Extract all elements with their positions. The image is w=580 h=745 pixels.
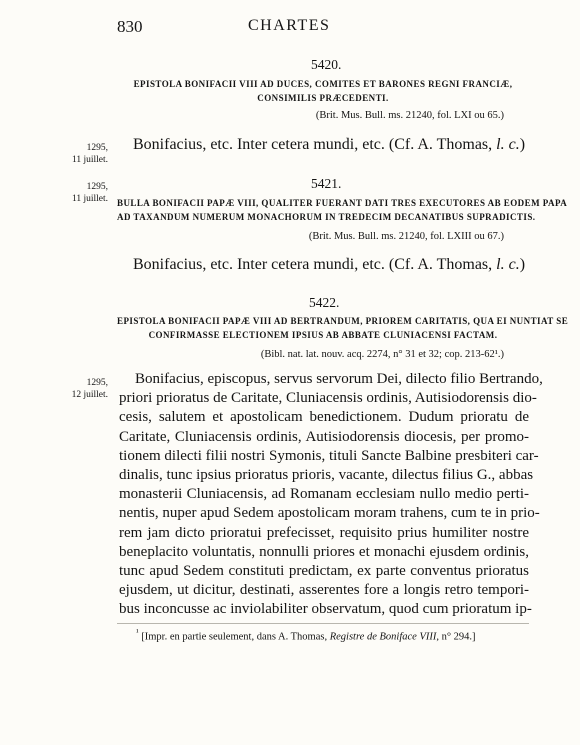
- incipit-line: Bonifacius, etc. Inter cetera mundi, etc. (Cf. A. Thomas, l. c.): [133, 256, 526, 273]
- footnote-divider: [117, 623, 529, 624]
- body-line: tionem dilecti filii nostri Symonis, tituli Sancte Balbine presbiteri car-: [119, 447, 539, 464]
- entry-caption-line: BULLA BONIFACII PAPÆ VIII, QUALITER FUERANT DATI TRES EXECUTORES AB EODEM PAPA: [117, 198, 568, 208]
- body-line: beneplacito voluntatis, nonnulli priores et monachi ejusdem ordinis,: [119, 543, 529, 560]
- body-line: tunc apud Sedem constituti predictam, ex parte conventus prioratus: [119, 563, 529, 580]
- source-reference: (Bibl. nat. lat. nouv. acq. 2274, n° 31 et 32; cop. 213-62¹.): [260, 349, 504, 360]
- body-line: dinalis, tunc ipsius prioratus prioris, vacante, dilectus filius G., abbas: [119, 467, 534, 484]
- entry-caption-line: EPISTOLA BONIFACII PAPÆ VIII AD BERTRANDUM, PRIOREM CARITATIS, QUA EI NUNTIAT SE: [117, 316, 569, 326]
- body-line: ejusdem, ut dicitur, destinati, asserentes fore a longis retro tempori-: [119, 582, 529, 599]
- entry-caption-line: CONFIRMASSE ELECTIONEM IPSIUS AB ABBATE CLUNIACENSI FACTAM.: [148, 330, 498, 340]
- running-head: CHARTES: [248, 17, 331, 34]
- entry-caption-line: AD TAXANDUM NUMERUM MONACHORUM IN TREDECIM DECANATIBUS SUPRADICTIS.: [117, 212, 536, 222]
- entry-number: 5421.: [311, 176, 342, 191]
- body-line: priori prioratus de Caritate, Cluniacensis ordinis, Autisiodorensis dio-: [119, 390, 537, 407]
- page-number: 830: [117, 17, 143, 36]
- footnote: $^{^1}$ [Impr. en partie seulement, dans A. Thomas, Registre de Boniface VIII, n° 294.]: [136, 627, 476, 643]
- body-line: cesis, salutem et apostolicam benedictionem. Dudum prioratu de: [119, 409, 529, 426]
- entry-caption-line: CONSIMILIS PRÆCEDENTI.: [257, 93, 389, 103]
- body-line: Bonifacius, episcopus, servus servorum Dei, dilecto filio Bertrando,: [135, 371, 543, 387]
- entry-number: 5422.: [309, 295, 340, 310]
- incipit-line: Bonifacius, etc. Inter cetera mundi, etc. (Cf. A. Thomas, l. c.): [133, 136, 526, 153]
- margin-date: 1295, 12 juillet.: [71, 378, 108, 400]
- letter-body: [119, 370, 543, 620]
- body-line: nentis, nuper apud Sedem apostolicam moram trahens, cum te in prio-: [119, 505, 540, 522]
- source-reference: (Brit. Mus. Bull. ms. 21240, fol. LXIII ou 67.): [308, 231, 504, 242]
- body-line: monasterii Cluniacensis, ad Romanam ecclesiam nullo medio perti-: [119, 486, 529, 503]
- body-line: rem jam dicto prioratui prefecisset, requisito prius humiliter nostre: [119, 524, 529, 541]
- entry-caption-line: EPISTOLA BONIFACII VIII AD DUCES, COMITES ET BARONES REGNI FRANCIÆ,: [133, 79, 513, 89]
- source-reference: (Brit. Mus. Bull. ms. 21240, fol. LXI ou 65.): [315, 110, 504, 121]
- body-line: Caritate, Cluniacensis ordinis, Autisiodorensis diocesis, per promo-: [119, 428, 529, 445]
- body-line: bus inconcusse ac inviolabiliter observatum, quod cum prioratum ip-: [119, 601, 532, 618]
- entry-number: 5420.: [311, 57, 342, 72]
- margin-date: 1295, 11 juillet.: [71, 182, 108, 204]
- margin-date: 1295, 11 juillet.: [71, 143, 108, 165]
